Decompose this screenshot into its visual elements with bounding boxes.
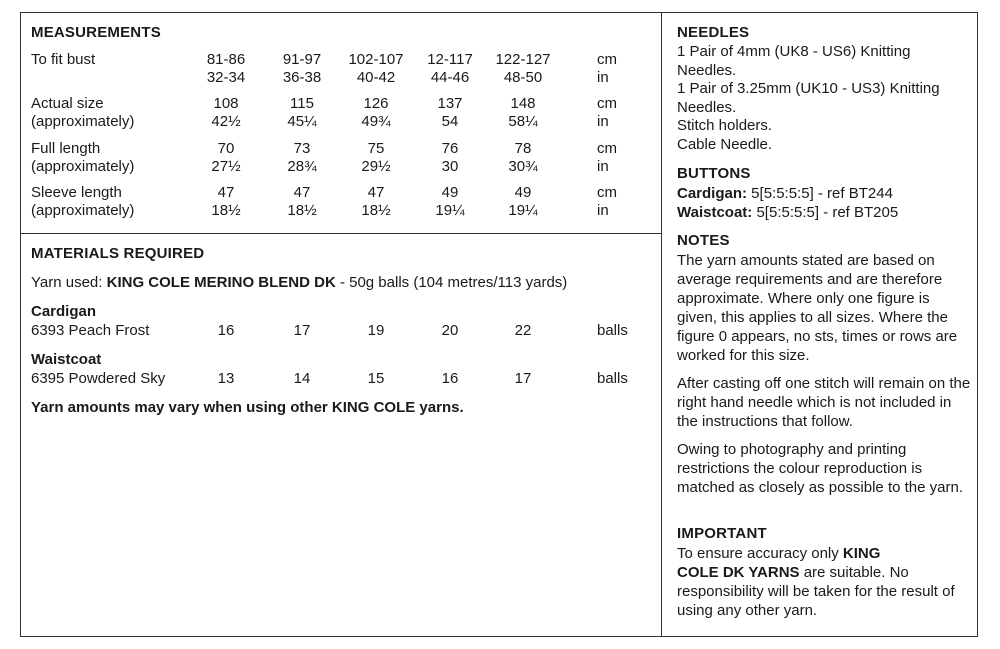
important-heading: IMPORTANT — [677, 525, 767, 542]
measurement-value-in: 19¼ — [435, 202, 465, 219]
measurement-value-cm: 108 — [213, 95, 239, 112]
measurement-value-in: 18½ — [361, 202, 391, 219]
material-ball-count: 22 — [514, 322, 532, 339]
measurement-value-in: 49¾ — [361, 113, 391, 130]
measurement-value-cm: 76 — [441, 140, 459, 157]
measurement-value-cm: 12-117 — [427, 51, 473, 68]
measurement-value-in: 48-50 — [503, 69, 543, 86]
measurement-value-cm: 70 — [217, 140, 235, 157]
measurement-value-in: 29½ — [361, 158, 391, 175]
measurement-label: Actual size — [31, 95, 104, 112]
needles-line: 1 Pair of 3.25mm (UK10 - US3) Knitting — [677, 80, 940, 98]
buttons-cardigan — [677, 185, 893, 203]
buttons-waistcoat-text: 5[5:5:5:5] - ref BT205 — [752, 204, 899, 221]
measurement-value-in: 42½ — [211, 113, 241, 130]
material-ball-count: 20 — [441, 322, 459, 339]
material-shade: 6395 Powdered Sky — [31, 370, 166, 387]
material-unit: balls — [597, 322, 628, 339]
column-divider — [661, 12, 662, 637]
measurement-label: To fit bust — [31, 51, 96, 68]
material-item-title: Cardigan — [31, 303, 97, 320]
measurement-unit-cm: cm — [597, 184, 617, 201]
measurement-value-cm: 78 — [514, 140, 532, 157]
buttons-heading: BUTTONS — [677, 165, 751, 182]
measurement-value-in: 19¼ — [508, 202, 538, 219]
buttons-waistcoat — [677, 204, 898, 222]
yarn-used-prefix: Yarn used: — [31, 274, 107, 291]
measurement-value-in: 40-42 — [356, 69, 396, 86]
material-ball-count: 17 — [293, 322, 311, 339]
important-bold-1: KING — [842, 545, 881, 562]
important-post: are suitable. No responsibility will be taken for the result of using any other yarn. — [677, 564, 955, 619]
measurement-value-cm: 49 — [441, 184, 459, 201]
yarn-name: KING COLE MERINO BLEND DK — [106, 274, 336, 291]
measurement-value-in: 58¼ — [508, 113, 538, 130]
notes-paragraph-2: After casting off one stitch will remain on the right hand needle which is not included in the instructions that follow. — [677, 375, 971, 430]
measurement-value-cm: 91-97 — [282, 51, 322, 68]
yarn-used-line — [31, 274, 567, 292]
needles-line: Needles. — [677, 98, 737, 116]
measurement-value-cm: 148 — [510, 95, 536, 112]
measurement-value-in: 36-38 — [282, 69, 322, 86]
measurement-value-in: 44-46 — [430, 69, 470, 86]
measurement-value-cm: 49 — [514, 184, 532, 201]
measurement-value-in: 45¼ — [287, 113, 317, 130]
measurement-value-cm: 81-86 — [206, 51, 246, 68]
notes-paragraph-1: The yarn amounts stated are based on average requirements and are therefore approximate. Where only one figure is given, this applies to all sizes. Where the figure 0 appears, no sts, times or rows are worked for this size. — [677, 252, 958, 364]
buttons-waistcoat-label: Waistcoat: — [677, 204, 753, 221]
measurement-value-cm: 122-127 — [495, 51, 551, 68]
material-ball-count: 15 — [367, 370, 385, 387]
material-ball-count: 16 — [217, 322, 235, 339]
materials-heading: MATERIALS REQUIRED — [31, 245, 205, 262]
measurement-value-cm: 75 — [367, 140, 385, 157]
notes-paragraph-3: Owing to photography and printing restrictions the colour reproduction is matched as closely as possible to the yarn. — [677, 441, 963, 496]
measurement-unit-cm: cm — [597, 95, 617, 112]
measurement-unit-cm: cm — [597, 51, 617, 68]
measurement-label: Full length — [31, 140, 101, 157]
measurement-value-in: 18½ — [287, 202, 317, 219]
measurement-value-in: 18½ — [211, 202, 241, 219]
measurement-value-cm: 47 — [217, 184, 235, 201]
needles-line: 1 Pair of 4mm (UK8 - US6) Knitting — [677, 43, 911, 60]
important-pre: To ensure accuracy only — [677, 545, 843, 562]
needles-line: Needles. — [677, 61, 737, 79]
measurements-heading: MEASUREMENTS — [31, 24, 161, 41]
measurement-unit-in: in — [597, 202, 609, 219]
measurement-value-cm: 137 — [437, 95, 463, 112]
needles-line: Stitch holders. — [677, 117, 773, 135]
notes-heading: NOTES — [677, 232, 730, 249]
material-unit: balls — [597, 370, 628, 387]
measurement-sublabel: (approximately) — [31, 158, 135, 175]
yarn-note: Yarn amounts may vary when using other KING COLE yarns. — [31, 399, 464, 416]
measurement-value-in: 28¾ — [287, 158, 317, 175]
material-ball-count: 19 — [367, 322, 385, 339]
measurement-unit-in: in — [597, 158, 609, 175]
yarn-used-suffix: - 50g balls (104 metres/113 yards) — [335, 274, 568, 291]
measurement-value-cm: 47 — [367, 184, 385, 201]
important-paragraph — [677, 544, 973, 620]
measurement-sublabel: (approximately) — [31, 202, 135, 219]
measurement-value-in: 32-34 — [206, 69, 246, 86]
measurement-value-in: 30 — [441, 158, 459, 175]
measurement-value-cm: 102-107 — [348, 51, 404, 68]
material-ball-count: 14 — [293, 370, 311, 387]
section-divider — [20, 233, 662, 234]
measurement-value-in: 30¾ — [508, 158, 538, 175]
material-ball-count: 13 — [217, 370, 235, 387]
material-item-title: Waistcoat — [31, 351, 102, 368]
measurement-value-cm: 47 — [293, 184, 311, 201]
buttons-cardigan-label: Cardigan: — [677, 185, 748, 202]
important-bold-2: COLE DK YARNS — [677, 564, 800, 581]
buttons-cardigan-text: 5[5:5:5:5] - ref BT244 — [747, 185, 893, 202]
material-shade: 6393 Peach Frost — [31, 322, 150, 339]
needles-heading: NEEDLES — [677, 24, 750, 41]
measurement-value-cm: 115 — [290, 95, 314, 112]
measurement-sublabel: (approximately) — [31, 113, 135, 130]
measurement-unit-in: in — [597, 113, 609, 130]
measurement-value-in: 27½ — [211, 158, 241, 175]
measurement-value-in: 54 — [441, 113, 459, 130]
measurement-value-cm: 126 — [363, 95, 389, 112]
measurement-value-cm: 73 — [293, 140, 311, 157]
measurement-unit-in: in — [597, 69, 609, 86]
material-ball-count: 17 — [514, 370, 532, 387]
measurement-unit-cm: cm — [597, 140, 617, 157]
material-ball-count: 16 — [441, 370, 459, 387]
needles-line: Cable Needle. — [677, 136, 773, 153]
measurement-label: Sleeve length — [31, 184, 122, 201]
